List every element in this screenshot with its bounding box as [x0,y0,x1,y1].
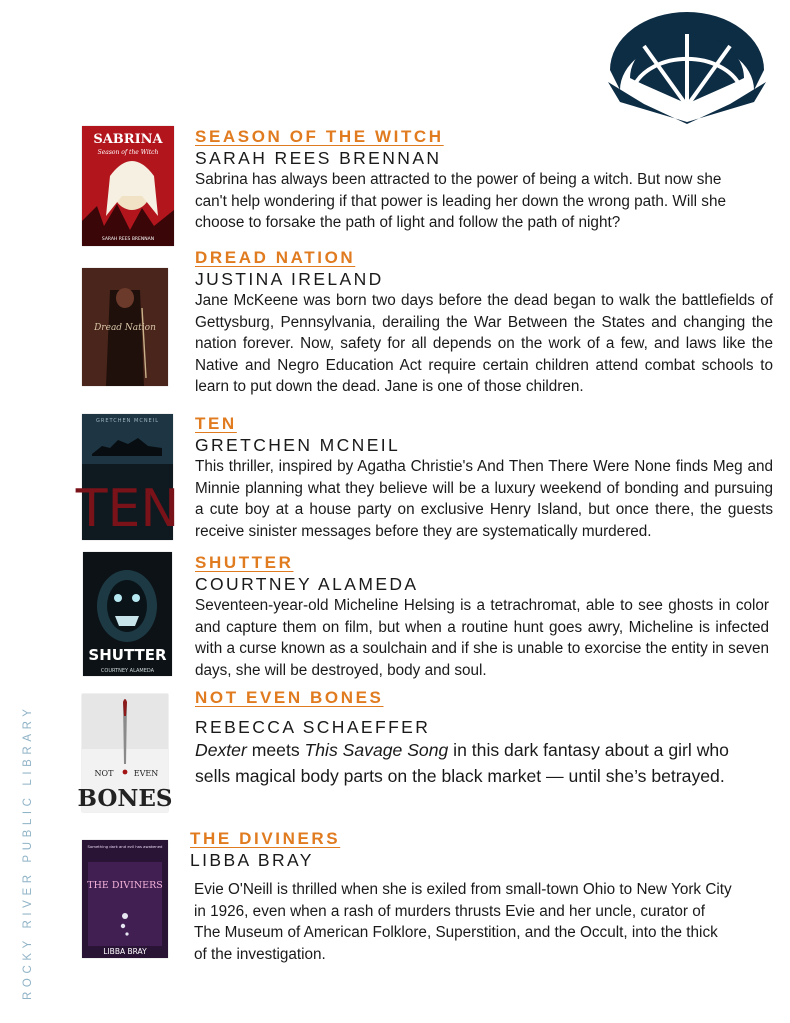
book-cover-season-of-the-witch[interactable] [82,126,174,246]
book-description: This thriller, inspired by Agatha Christie's And Then There Were None finds Meg and Minnie planning what they believe will be a luxury weekend of bonding and pursuing a cute boy at a house party on exclusive Henry Island, but once there, the guests receive sinister messages before they are systematically murdered. [195,458,773,540]
cover-word-even: EVEN [133,769,159,778]
desc-italic-dexter: Dexter [195,740,247,760]
cover-word-bones: BONES [77,785,173,812]
book-cover-dread-nation[interactable] [82,268,168,386]
cover-word-not: NOT [94,769,114,778]
book-author: JUSTINA IRELAND [195,269,384,289]
cover-title: THE DIVINERS [87,880,163,891]
book-title-link[interactable]: SEASON OF THE WITCH [195,127,444,146]
book-description [195,738,735,789]
book-description: Evie O'Neill is thrilled when she is exiled from small-town Ohio to New York City in 1926, even when a rash of murders thrusts Evie and her uncle, curator of The Museum of American Folklore, Superstition, and the Occult, into the thick of the investigation. [194,881,732,963]
book-entry-ten [195,414,775,542]
cover-author: LIBBA BRAY [103,947,147,956]
desc-text: in this dark fantasy about a girl who sells magical body parts on the black market — until she’s betrayed. [195,740,729,786]
desc-italic-this-savage-song: This Savage Song [304,740,449,760]
cover-author: GRETCHEN MCNEIL [96,418,159,424]
book-title-link[interactable]: THE DIVINERS [190,829,341,848]
book-author: GRETCHEN MCNEIL [195,435,401,455]
book-entry-season-of-the-witch [195,127,755,234]
book-entry-dread-nation [195,248,775,398]
book-cover-the-diviners[interactable] [82,840,168,958]
book-entry-the-diviners [190,829,770,965]
book-title-link[interactable]: DREAD NATION [195,248,356,267]
book-entry-not-even-bones [195,688,775,789]
book-title-link[interactable]: NOT EVEN BONES [195,688,384,707]
cover-author: COURTNEY ALAMEDA [100,668,155,674]
book-title-link[interactable]: TEN [195,414,237,433]
book-cover-shutter[interactable] [83,552,172,676]
book-author: REBECCA SCHAEFFER [195,717,431,737]
cover-title: SHUTTER [88,646,167,664]
cover-author: SARAH REES BRENNAN [101,237,155,242]
library-name: ROCKY RIVER PUBLIC LIBRARY [22,704,34,1000]
cover-title: TEN [75,479,180,539]
cover-title: SABRINA [93,132,163,147]
book-author: SARAH REES BRENNAN [195,148,442,168]
book-author: COURTNEY ALAMEDA [195,574,419,594]
desc-text: meets [246,740,305,760]
book-cover-not-even-bones[interactable] [77,694,173,812]
cover-tagline: Something dark and evil has awakened [87,844,163,849]
book-description: Seventeen-year-old Micheline Helsing is a tetrachromat, able to see ghosts in color and capture them on film, but when a routine hunt goes awry, Micheline is infected with a curse known as a soulchain and if she is unable to exorcise the entity in seven days, she will be destroyed, body and soul. [195,597,769,679]
cover-subtitle: Season of the Witch [97,149,159,156]
library-logo [604,6,770,124]
book-title-link[interactable]: SHUTTER [195,553,294,572]
cover-title: Dread Nation [94,323,156,333]
book-description: Sabrina has always been attracted to the power of being a witch. But now she can't help wondering if that power is leading her down the wrong path. Will she choose to forsake the path of light and follow the path of night? [195,171,726,232]
book-author: LIBBA BRAY [190,850,314,870]
book-description: Jane McKeene was born two days before the dead began to walk the battlefields of Gettysburg, Pennsylvania, derailing the War Between the States and changing the nation forever. Now, safety for all depends on the work of a few, and laws like the Native and Negro Education Act require certain children attend combat schools to learn to put down the dead. Jane is one of those children. [195,292,773,396]
book-entry-shutter [195,553,775,681]
book-cover-ten[interactable] [75,414,180,540]
